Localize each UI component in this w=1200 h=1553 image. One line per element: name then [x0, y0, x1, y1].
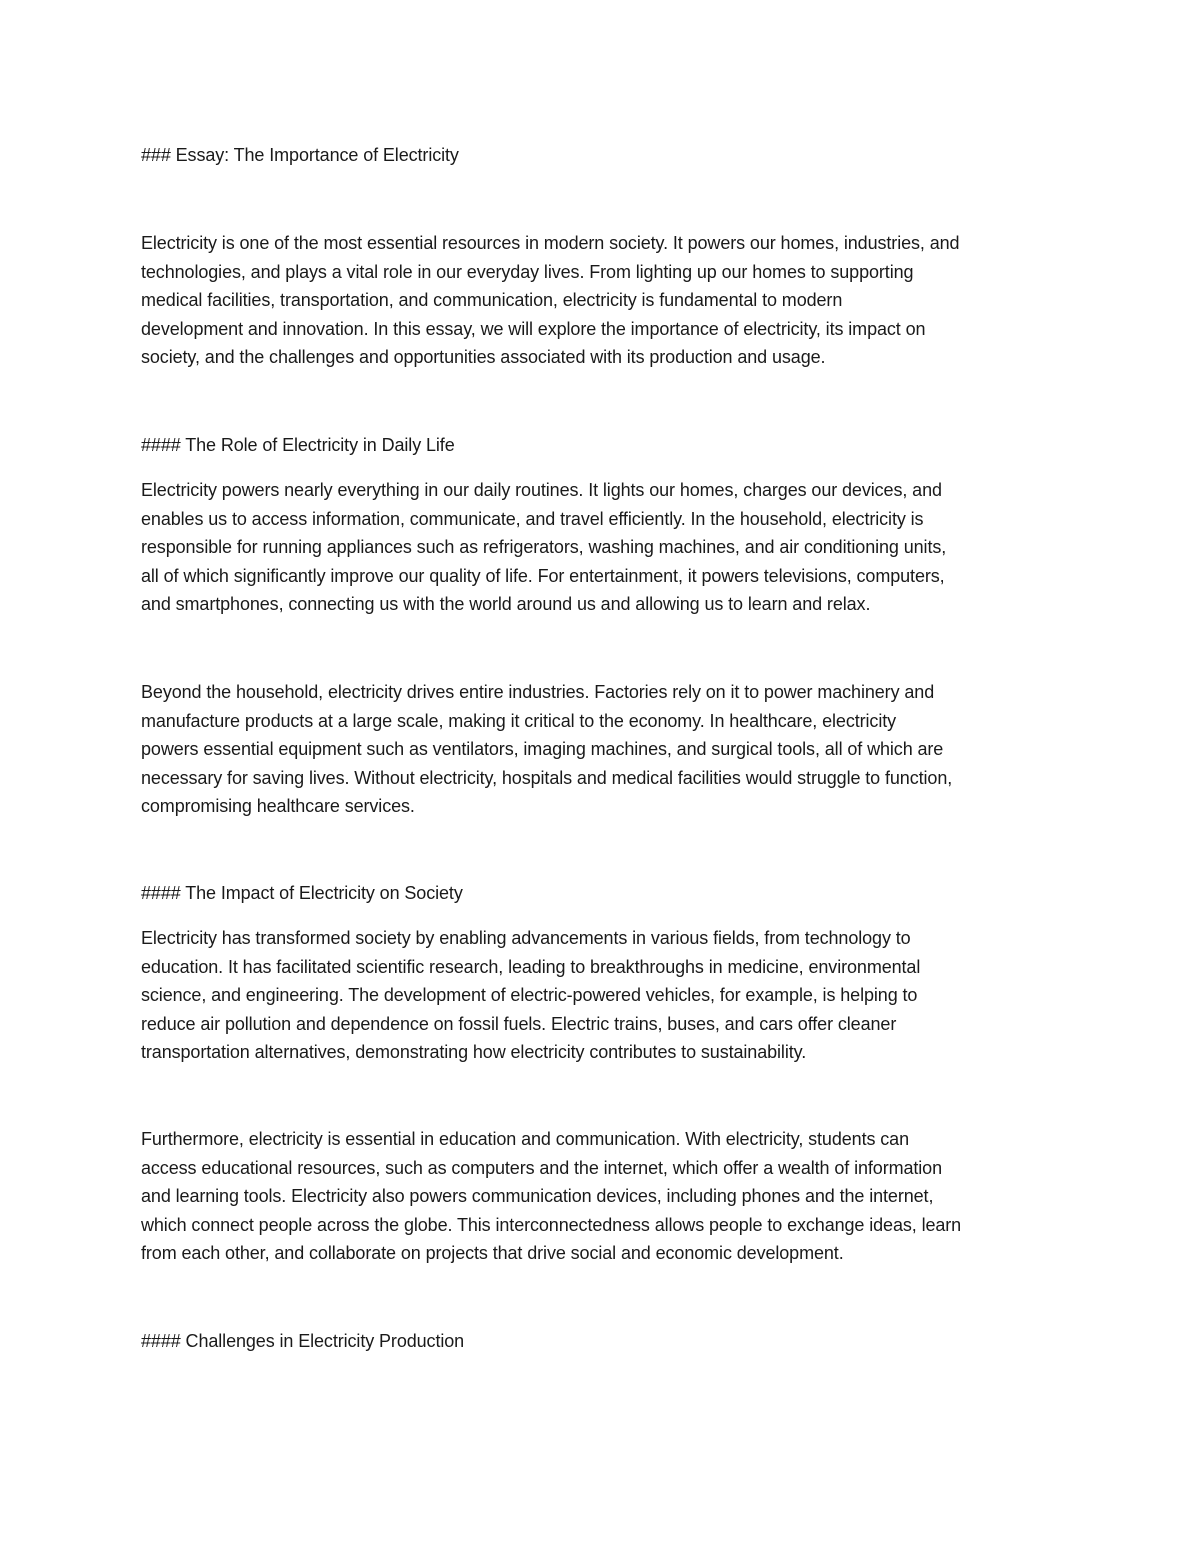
text-line: #### The Role of Electricity in Daily Life: [141, 435, 455, 455]
text-line: necessary for saving lives. Without electricity, hospitals and medical facilities would struggle to function,: [141, 767, 953, 788]
text-line: reduce air pollution and dependence on fossil fuels. Electric trains, buses, and cars offer cleaner: [141, 1013, 897, 1034]
text-line: development and innovation. In this essay, we will explore the importance of electricity, its impact on: [141, 318, 926, 339]
role-section-heading: [141, 431, 1071, 460]
role-paragraph-1: [141, 476, 1071, 619]
text-line: compromising healthcare services.: [141, 796, 415, 816]
text-line: technologies, and plays a vital role in our everyday lives. From lighting up our homes to supporting: [141, 261, 914, 282]
text-line: transportation alternatives, demonstrating how electricity contributes to sustainability.: [141, 1042, 807, 1062]
text-line: from each other, and collaborate on projects that drive social and economic development.: [141, 1243, 844, 1263]
text-line: #### The Impact of Electricity on Society: [141, 883, 463, 903]
text-line: and smartphones, connecting us with the world around us and allowing us to learn and relax.: [141, 594, 871, 614]
role-paragraph-2: [141, 678, 1071, 821]
challenges-section-heading: [141, 1327, 1071, 1356]
impact-paragraph-1: [141, 924, 1071, 1067]
text-line: #### Challenges in Electricity Production: [141, 1331, 465, 1351]
text-line: medical facilities, transportation, and communication, electricity is fundamental to modern: [141, 290, 843, 310]
text-line: science, and engineering. The development of electric-powered vehicles, for example, is helping to: [141, 985, 918, 1005]
text-line: Electricity powers nearly everything in our daily routines. It lights our homes, charges our devices, and: [141, 480, 942, 500]
text-line: Beyond the household, electricity drives entire industries. Factories rely on it to power machinery and: [141, 682, 935, 702]
impact-paragraph-2: [141, 1125, 1071, 1268]
text-line: responsible for running appliances such as refrigerators, washing machines, and air conditioning units,: [141, 537, 947, 557]
text-line: ### Essay: The Importance of Electricity: [141, 145, 459, 165]
essay-title-heading: [141, 141, 1071, 170]
text-line: access educational resources, such as computers and the internet, which offer a wealth of information: [141, 1157, 943, 1178]
text-line: enables us to access information, communicate, and travel efficiently. In the household, electricity is: [141, 508, 924, 529]
impact-section-heading: [141, 879, 1071, 908]
text-line: Electricity has transformed society by enabling advancements in various fields, from technology to: [141, 928, 911, 948]
text-line: society, and the challenges and opportunities associated with its production and usage.: [141, 347, 826, 367]
text-line: education. It has facilitated scientific research, leading to breakthroughs in medicine, environmental: [141, 956, 921, 977]
intro-paragraph: [141, 229, 1071, 372]
text-line: which connect people across the globe. This interconnectedness allows people to exchange ideas, learn: [141, 1214, 962, 1235]
text-line: and learning tools. Electricity also powers communication devices, including phones and the internet,: [141, 1186, 934, 1206]
text-line: manufacture products at a large scale, making it critical to the economy. In healthcare, electricity: [141, 710, 897, 731]
text-line: all of which significantly improve our quality of life. For entertainment, it powers televisions, computers,: [141, 565, 945, 586]
text-line: Furthermore, electricity is essential in education and communication. With electricity, students can: [141, 1129, 909, 1149]
text-line: Electricity is one of the most essential resources in modern society. It powers our homes, industries, and: [141, 233, 960, 253]
text-line: powers essential equipment such as ventilators, imaging machines, and surgical tools, all of which are: [141, 739, 944, 759]
